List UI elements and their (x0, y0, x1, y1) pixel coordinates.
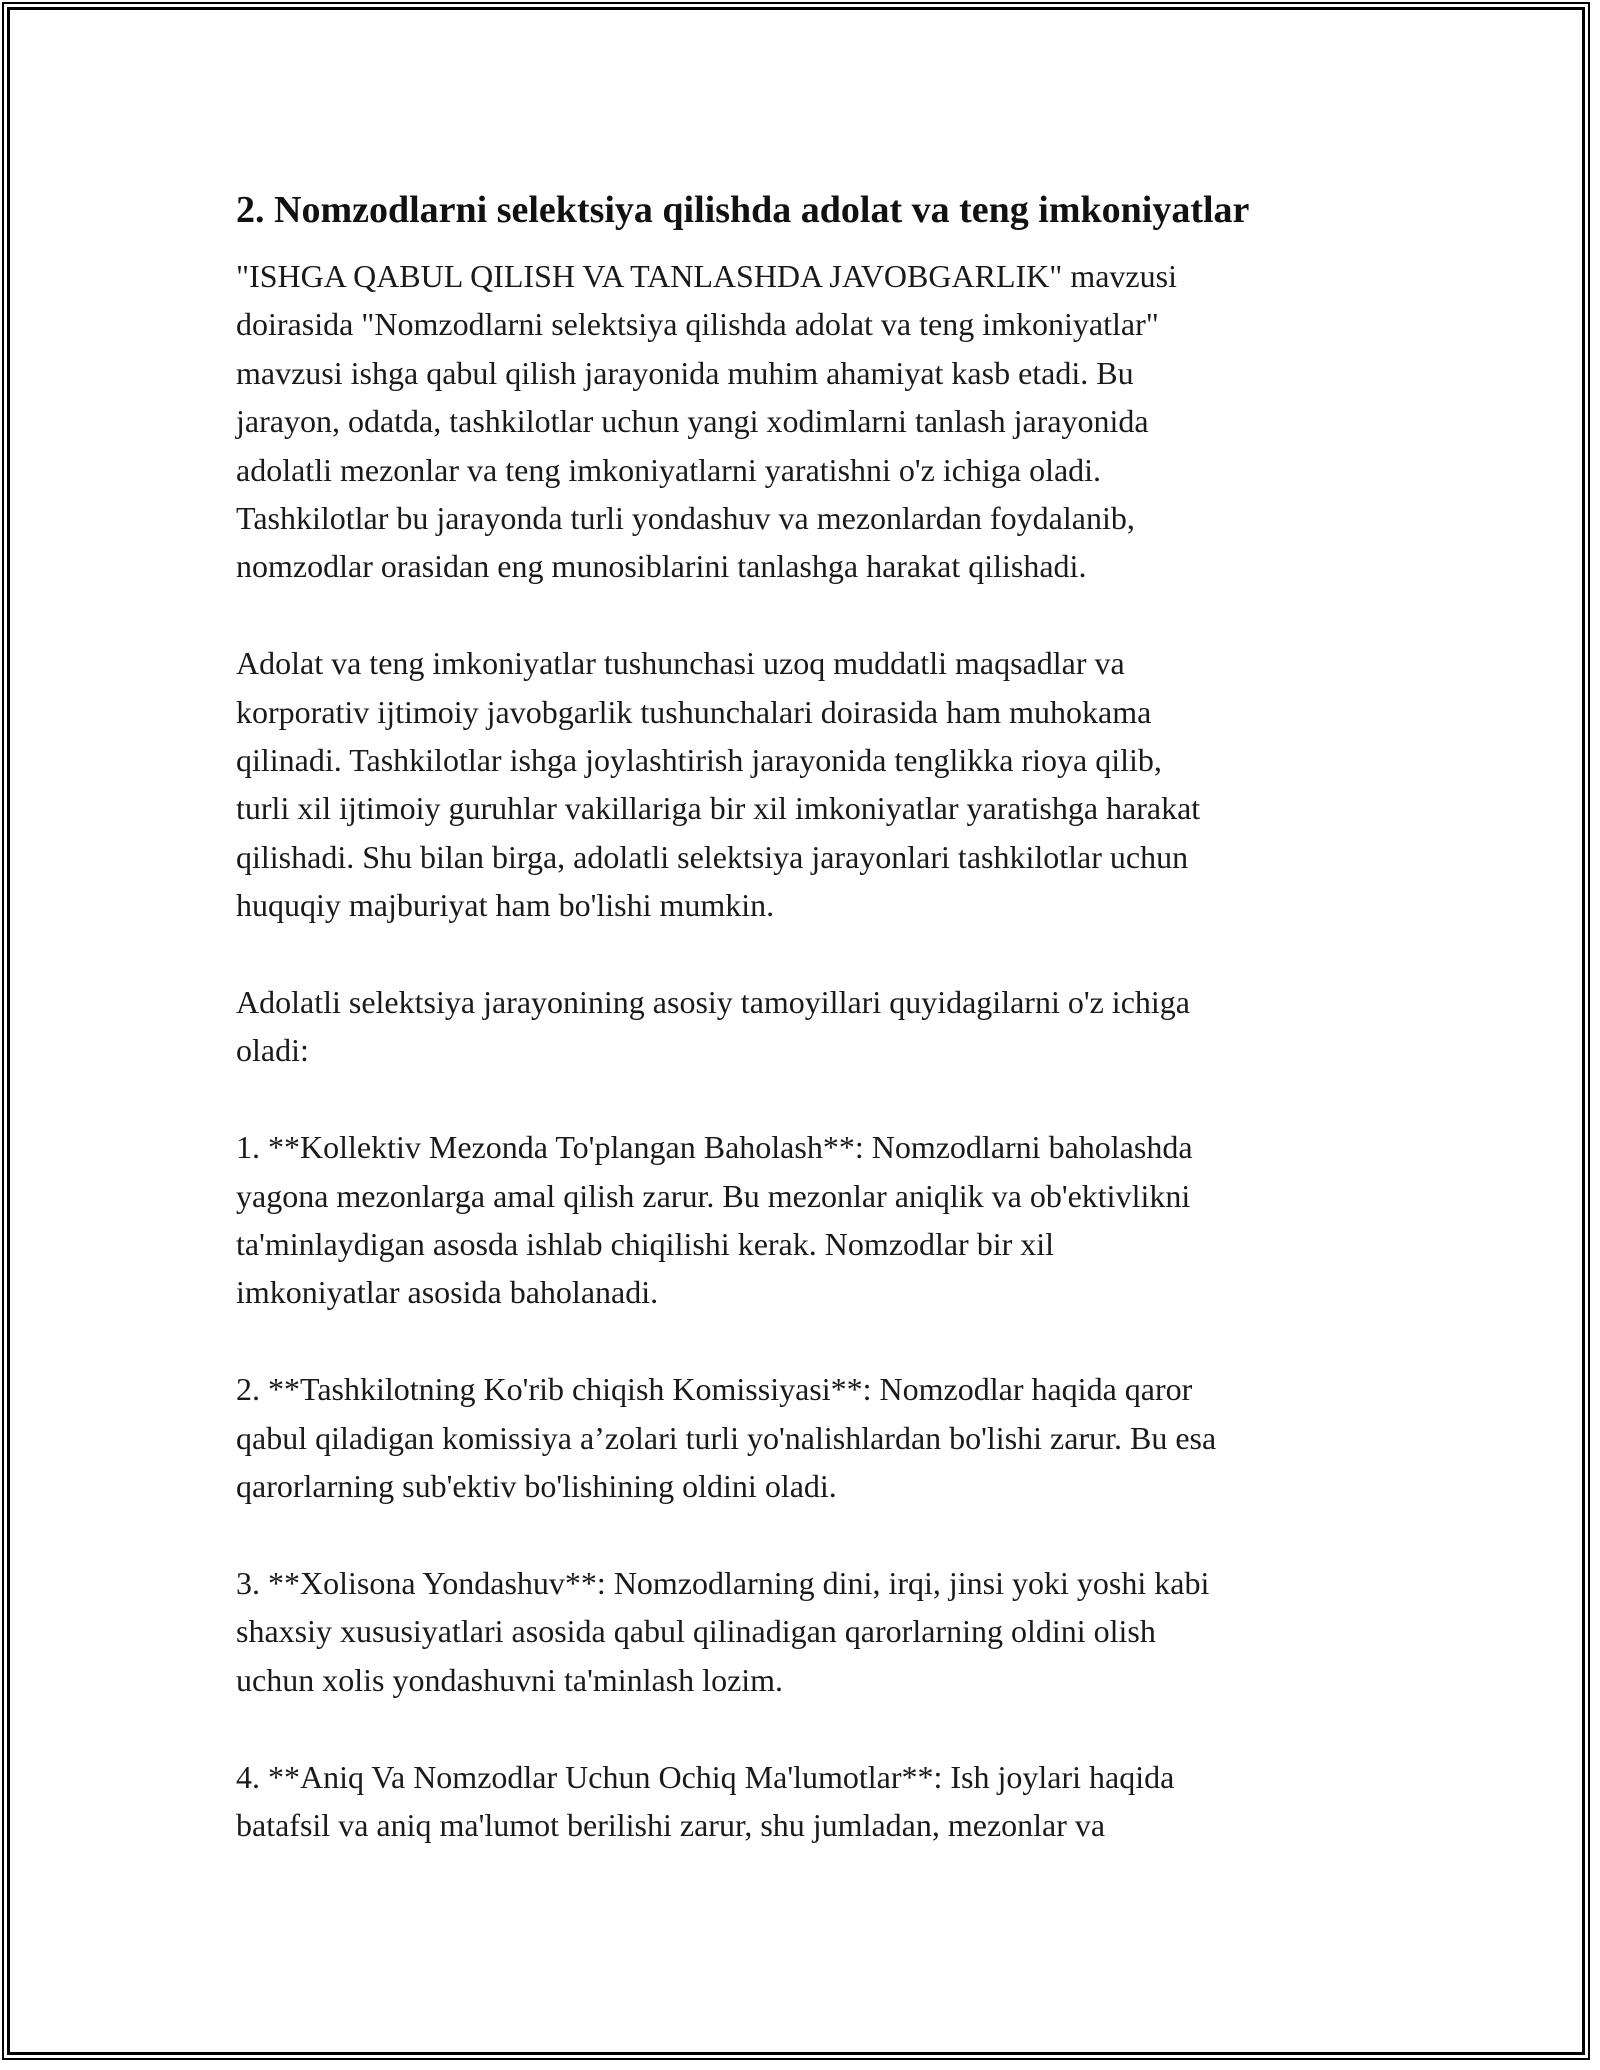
principle-item-2: 2. **Tashkilotning Ko'rib chiqish Komissiyasi**: Nomzodlar haqida qaror qabul qiladigan komissiya a’zolari turli yo'nalishlardan bo'lishi zarur. Bu esa qarorlarning sub'ektiv bo'lishining oldini oladi. (236, 1371, 1217, 1505)
principles-intro-paragraph: Adolatli selektsiya jarayonining asosiy tamoyillari quyidagilarni o'z ichiga oladi: (236, 984, 1190, 1069)
document-body (236, 186, 1376, 1849)
principle-item-1: 1. **Kollektiv Mezonda To'plangan Baholash**: Nomzodlarni baholashda yagona mezonlarga amal qilish zarur. Bu mezonlar aniqlik va ob'ektivlikni ta'minlaydigan asosda ishlab chiqilishi kerak. Nomzodlar bir xil imkoniyatlar asosida baholanadi. (236, 1129, 1193, 1311)
section-heading: 2. Nomzodlarni selektsiya qilishda adolat va teng imkoniyatlar (236, 189, 1250, 231)
intro-paragraph: "ISHGA QABUL QILISH VA TANLASHDA JAVOBGARLIK" mavzusi doirasida "Nomzodlarni selektsiya qilishda adolat va teng imkoniyatlar" mavzusi ishga qabul qilish jarayonida muhim ahamiyat kasb etadi. Bu jarayon, odatda, tashkilotlar uchun yangi xodimlarni tanlash jarayonida adolatli mezonlar va teng imkoniyatlarni yaratishni o'z ichiga oladi. Tashkilotlar bu jarayonda turli yondashuv va mezonlardan foydalanib, nomzodlar orasidan eng munosiblarini tanlashga harakat qilishadi. (236, 258, 1177, 585)
principle-item-3: 3. **Xolisona Yondashuv**: Nomzodlarning dini, irqi, jinsi yoki yoshi kabi shaxsiy xususiyatlari asosida qabul qilinadigan qarorlarning oldini olish uchun xolis yondashuvni ta'minlash lozim. (236, 1564, 1210, 1698)
principle-item-4: 4. **Aniq Va Nomzodlar Uchun Ochiq Ma'lumotlar**: Ish joylari haqida batafsil va aniq ma'lumot berilishi zarur, shu jumladan, mezonlar va (236, 1758, 1175, 1843)
fairness-paragraph: Adolat va teng imkoniyatlar tushunchasi uzoq muddatli maqsadlar va korporativ ijtimoiy javobgarlik tushunchalari doirasida ham muhokama qilinadi. Tashkilotlar ishga joylashtirish jarayonida tenglikka rioya qilib, turli xil ijtimoiy guruhlar vakillariga bir xil imkoniyatlar yaratishga harakat qilishadi. Shu bilan birga, adolatli selektsiya jarayonlari tashkilotlar uchun huquqiy majburiyat ham bo'lishi mumkin. (236, 645, 1201, 924)
